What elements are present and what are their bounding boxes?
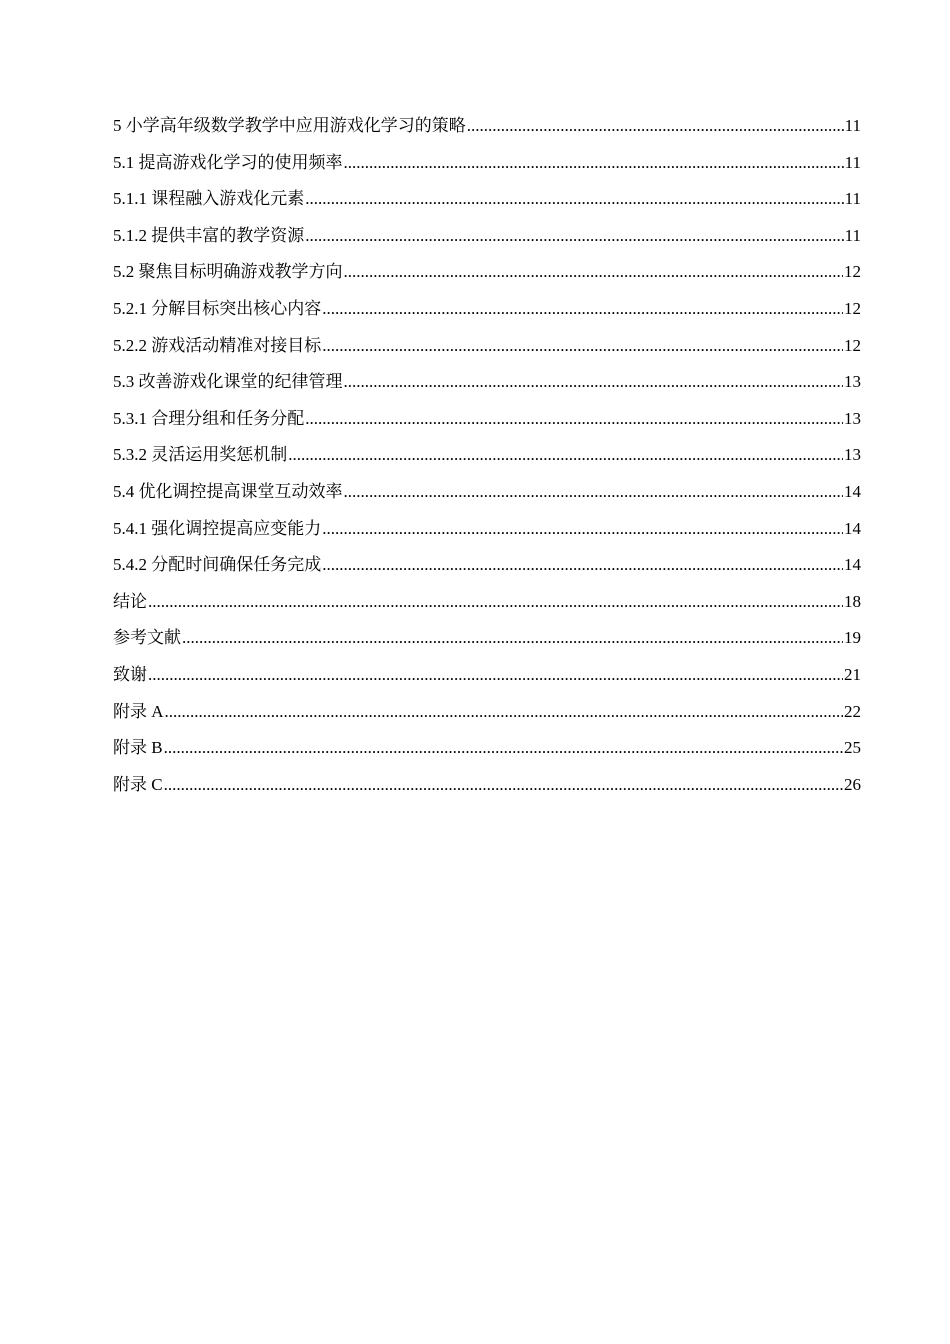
toc-entry[interactable] [113,735,861,772]
toc-entry[interactable] [113,259,861,296]
toc-dot-leader [305,223,843,249]
toc-entry[interactable] [113,662,861,699]
toc-entry[interactable] [113,589,861,626]
toc-entry-page: 13 [844,445,861,465]
toc-entry[interactable] [113,772,861,809]
toc-entry-title: 5.1.2 提供丰富的教学资源 [113,225,305,245]
toc-dot-leader [322,296,843,322]
toc-entry-page: 21 [844,664,861,684]
toc-dot-leader [305,186,843,212]
toc-entry-title: 5.2.2 游戏活动精准对接目标 [113,335,322,355]
toc-entry-page: 14 [844,481,861,501]
toc-dot-leader [467,113,844,139]
toc-entry-page: 11 [844,152,861,172]
toc-entry-page: 11 [844,116,861,135]
toc-entry-title: 附录 A [113,701,164,721]
toc-entry-title: 结论 [113,591,147,611]
toc-dot-leader [182,625,843,651]
toc-entry-title: 5.2 聚焦目标明确游戏教学方向 [113,262,343,282]
toc-entry-title: 5.2.1 分解目标突出核心内容 [113,298,322,318]
toc-entry-title: 5.3.1 合理分组和任务分配 [113,408,305,428]
toc-dot-leader [344,150,844,176]
toc-entry[interactable] [113,223,861,260]
table-of-contents [113,113,861,808]
toc-entry-page: 14 [844,518,861,538]
toc-dot-leader [322,552,843,578]
toc-entry-page: 11 [844,225,861,245]
toc-entry[interactable] [113,186,861,223]
toc-entry-title: 附录 B [113,738,163,758]
toc-entry-title: 5.1 提高游戏化学习的使用频率 [113,152,343,172]
toc-entry-page: 22 [844,701,861,721]
toc-entry[interactable] [113,406,861,443]
toc-dot-leader [148,589,843,615]
toc-dot-leader [148,662,843,688]
toc-entry-page: 14 [844,555,861,575]
toc-entry-page: 13 [844,372,861,392]
toc-entry[interactable] [113,369,861,406]
toc-entry-title: 致谢 [113,664,147,684]
toc-dot-leader [164,735,843,761]
toc-entry[interactable] [113,442,861,479]
toc-entry[interactable] [113,150,861,187]
toc-dot-leader [344,369,844,395]
toc-entry-page: 26 [844,774,861,794]
toc-entry[interactable] [113,113,861,150]
toc-entry[interactable] [113,552,861,589]
toc-dot-leader [288,442,843,468]
toc-dot-leader [165,699,843,725]
toc-entry-page: 25 [844,738,861,758]
toc-entry[interactable] [113,296,861,333]
toc-entry-page: 11 [844,189,861,209]
toc-entry-title: 5 小学高年级数学教学中应用游戏化学习的策略 [113,116,466,135]
toc-dot-leader [164,772,843,798]
toc-entry-title: 5.4.1 强化调控提高应变能力 [113,518,322,538]
toc-entry-title: 附录 C [113,774,163,794]
toc-entry-title: 5.3.2 灵活运用奖惩机制 [113,445,288,465]
toc-entry-page: 13 [844,408,861,428]
toc-entry-title: 参考文献 [113,628,181,648]
toc-entry-page: 18 [844,591,861,611]
toc-entry-page: 12 [844,298,861,318]
toc-entry[interactable] [113,625,861,662]
toc-entry-page: 12 [844,262,861,282]
toc-entry[interactable] [113,699,861,736]
toc-entry-title: 5.1.1 课程融入游戏化元素 [113,189,305,209]
toc-entry[interactable] [113,333,861,370]
toc-entry-page: 12 [844,335,861,355]
toc-dot-leader [344,479,844,505]
toc-dot-leader [344,259,844,285]
toc-dot-leader [322,333,843,359]
toc-entry-title: 5.4 优化调控提高课堂互动效率 [113,481,343,501]
toc-entry[interactable] [113,516,861,553]
toc-dot-leader [322,516,843,542]
toc-entry-title: 5.4.2 分配时间确保任务完成 [113,555,322,575]
toc-entry[interactable] [113,479,861,516]
toc-entry-title: 5.3 改善游戏化课堂的纪律管理 [113,372,343,392]
toc-dot-leader [305,406,843,432]
toc-entry-page: 19 [844,628,861,648]
